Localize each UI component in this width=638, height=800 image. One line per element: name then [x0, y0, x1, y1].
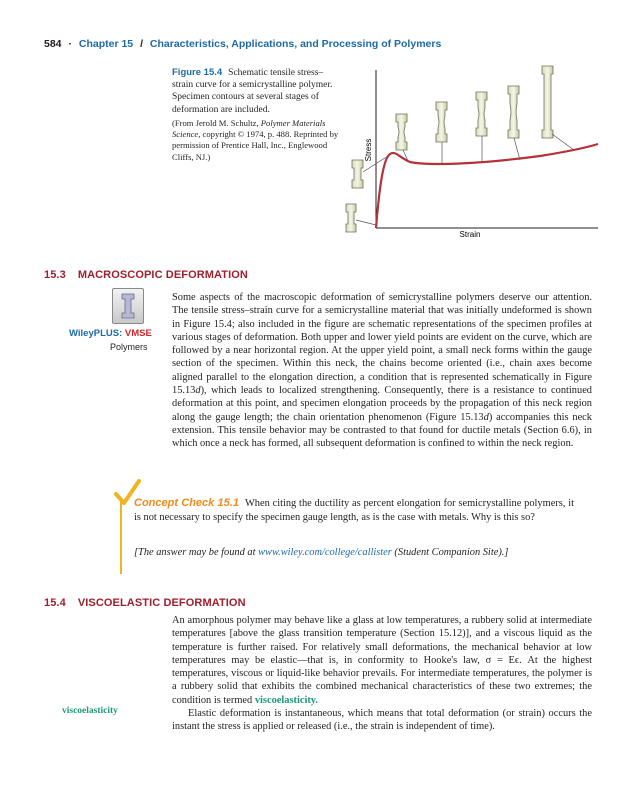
- section-15-3-body: [172, 291, 592, 451]
- figure-label: Figure 15.4: [172, 67, 223, 78]
- section-15-4-body: [172, 614, 592, 734]
- section-15-4-paragraph-1: An amorphous polymer may behave like a glass at low temperatures, a rubbery solid at intermediate temperatures [above the glass transition temperature (Section 15.12)], and a viscous liquid as the temperature is further raised. For relatively small deformations, the mechanical behavior at low temperatures may be elastic—that is, in conformity to Hooke's law, σ = Eϵ. At the highest temperatures, viscous or liquid-like behavior prevails. For intermediate temperatures, the polymer is a rubbery solid that exhibits the combined mechanical characteristics of these two extremes; the condition is termed viscoelasticity.: [172, 615, 592, 706]
- concept-check-answer: [The answer may be found at www.wiley.com/college/callister (Student Companion Site).]: [134, 547, 509, 558]
- section-15-3-paragraph: Some aspects of the macroscopic deformation of semicrystalline polymers deserve our attention. The tensile stress–strain curve for a semicrystalline material that was initially undeformed is shown in Figure 15.4; also included in the figure are schematic representations of the specimen profiles at various stages of deformation. Both upper and lower yield points are evident on the curve, which are followed by a near horizontal region. At the upper yield point, a small neck forms within the gauge section of the specimen. Within this neck, the chains become oriented (i.e., chain axes become aligned parallel to the elongation direction, a condition that is represented schematically in Figure 15.13d), which leads to localized strengthening. Consequently, there is a resistance to continued deformation at this point, and specimen elongation proceeds by the propagation of this neck region along the gauge length; the chain orientation phenomenon (Figure 15.13d) accompanies this neck extension. This tensile behavior may be contrasted to that found for ductile metals (Section 6.6), in which once a neck has formed, all subsequent deformation is confined to within the neck region.: [172, 292, 592, 450]
- pointer-line-6: [514, 138, 520, 160]
- pointer-line-1: [356, 220, 376, 225]
- vmse-icon[interactable]: [112, 288, 144, 324]
- section-heading-15-3: 15.3 MACROSCOPIC DEFORMATION: [44, 269, 248, 281]
- vmse-sublabel: Polymers: [110, 342, 148, 352]
- vmse-label[interactable]: WileyPLUS: VMSE: [69, 328, 152, 339]
- answer-link[interactable]: www.wiley.com/college/callister: [258, 547, 392, 558]
- margin-term: viscoelasticity: [62, 706, 118, 716]
- specimen-contour-4: [436, 102, 447, 142]
- figure-caption-text: Schematic tensile stress–strain curve for a semicrystalline polymer. Specimen contours at several stages of deformation are included.: [172, 68, 333, 115]
- stress-strain-curve: [376, 144, 598, 228]
- figure-credit: (From Jerold M. Schultz, Polymer Materials Science, copyright © 1974, p. 488. Reprinted by permission of Prentice Hall, Inc., Englewood Cliffs, NJ.): [172, 117, 339, 162]
- y-axis-label: Stress: [364, 138, 373, 162]
- specimen-contour-5: [476, 92, 487, 136]
- header-bullet: ·: [68, 38, 72, 50]
- chapter-title: Characteristics, Applications, and Processing of Polymers: [149, 38, 442, 50]
- x-axis-label: Strain: [459, 230, 481, 239]
- chapter-label: Chapter 15: [78, 38, 134, 50]
- figure-caption: [172, 67, 340, 163]
- running-head: [44, 38, 441, 50]
- concept-check-label: Concept Check 15.1: [134, 497, 239, 509]
- header-separator: /: [140, 38, 143, 50]
- page-number: 584: [44, 38, 62, 50]
- concept-check-accent-bar: [120, 498, 122, 574]
- concept-check-question: Concept Check 15.1 When citing the ductility as percent elongation for semicrystalline polymers, it is not necessary to specify the specimen gauge length, as is the case with metals. Why is this so?: [134, 497, 574, 523]
- pointer-line-7: [552, 134, 574, 150]
- specimen-contour-7: [542, 66, 553, 138]
- specimen-contour-1: [346, 204, 356, 232]
- glossary-term: viscoelasticity.: [254, 694, 319, 706]
- specimen-contour-6: [508, 86, 519, 138]
- section-heading-15-4: 15.4 VISCOELASTIC DEFORMATION: [44, 597, 246, 609]
- specimen-icon: [113, 289, 143, 323]
- stress-strain-figure: [340, 62, 602, 242]
- specimen-contour-3: [396, 114, 407, 150]
- section-15-4-paragraph-2: Elastic deformation is instantaneous, which means that total deformation (or strain) occurs the instant the stress is applied or released (i.e., the strain is independent of time).: [172, 708, 592, 733]
- specimen-contour-2: [352, 160, 363, 188]
